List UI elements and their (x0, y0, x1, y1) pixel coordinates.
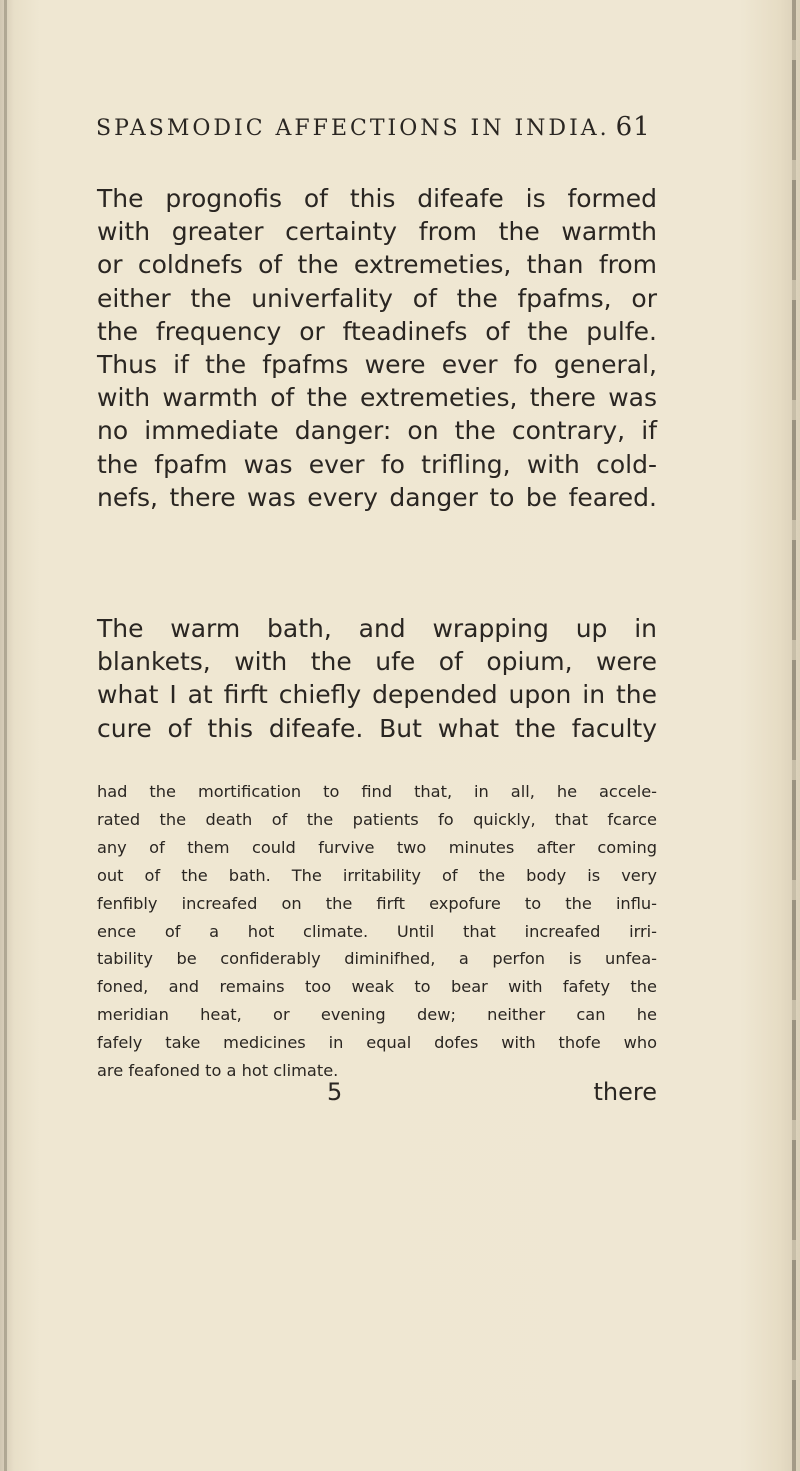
page-footer (97, 1078, 657, 1114)
text-line: The warm bath, and wrapping up in (97, 614, 657, 643)
text-line: are feafoned to a hot climate. (97, 1061, 339, 1081)
text-line: fenfibly increafed on the firft expofure to the influ- (97, 893, 657, 913)
text-line: had the mortification to find that, in all, he accele- (97, 782, 657, 801)
text-line: with greater certainty from the warmth (97, 217, 657, 247)
page-number: 61 (615, 112, 651, 142)
text-line: what I at firft chiefly depended upon in the (97, 680, 657, 710)
text-line: with warmth of the extremeties, there was (97, 383, 657, 413)
text-line: meridian heat, or evening dew; neither can he (97, 1005, 657, 1025)
paragraph-treatment (97, 612, 657, 745)
page-right-edge (792, 0, 796, 1471)
catchword: there (593, 1078, 657, 1106)
text-line: cure of this difeafe. But what the faculty (97, 713, 657, 743)
text-line: rated the death of the patients fo quickly, that fcarce (97, 809, 657, 829)
text-line: the frequency or fteadinefs of the pulfe. (97, 316, 657, 346)
running-header (96, 112, 656, 142)
text-line: the fpafm was ever fo trifling, with cold- (97, 449, 657, 479)
running-title: SPASMODIC AFFECTIONS IN INDIA. (96, 116, 610, 141)
text-line: any of them could furvive two minutes after coming (97, 837, 657, 857)
text-line: tability be confiderably diminifhed, a perfon is unfea- (97, 949, 657, 969)
text-line: ence of a hot climate. Until that increafed irri- (97, 921, 657, 941)
text-line: either the univerfality of the fpafms, or (97, 283, 657, 313)
signature-mark: 5 (327, 1078, 343, 1106)
text-line: The prognofis of this difeafe is formed (97, 184, 657, 213)
text-line: or coldnefs of the extremeties, than from (97, 250, 657, 280)
text-line: Thus if the fpafms were ever fo general, (97, 350, 657, 380)
small-print-continuation (97, 778, 657, 1085)
page-left-edge (4, 0, 7, 1471)
paragraph-prognosis (97, 182, 657, 514)
text-line: fafely take medicines in equal dofes with thofe who (97, 1033, 657, 1053)
text-line: out of the bath. The irritability of the body is very (97, 865, 657, 885)
text-line: blankets, with the ufe of opium, were (97, 647, 657, 677)
text-line: no immediate danger: on the contrary, if (97, 416, 657, 446)
text-line: nefs, there was every danger to be feared. (97, 482, 657, 512)
text-line: foned, and remains too weak to bear with fafety the (97, 977, 657, 997)
